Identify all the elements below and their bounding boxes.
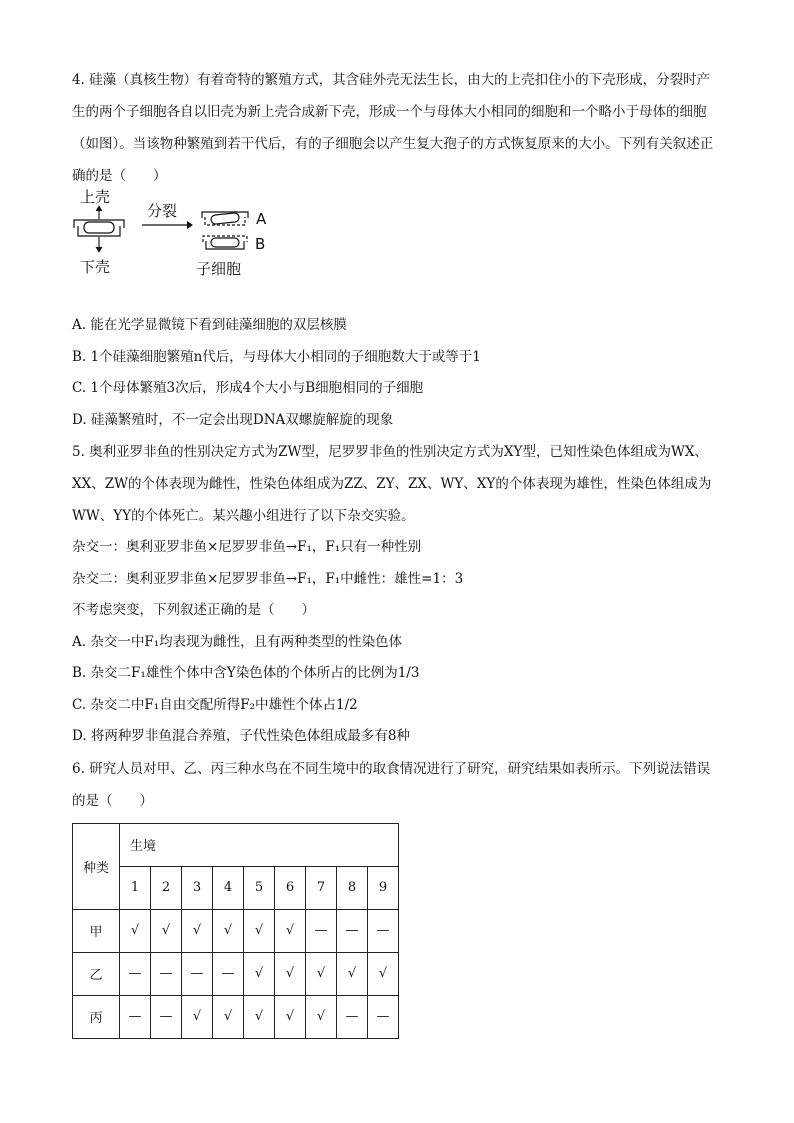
table-cell: √ [306,995,337,1038]
table-cell: — [120,952,151,995]
divide-label: 分裂 [147,202,178,220]
table-cell: √ [368,952,399,995]
table-header-row [73,823,399,866]
species-header: 种类 [73,823,120,909]
q4-option-a: A. 能在光学显微镜下看到硅藻细胞的双层核膜 [72,317,347,333]
daughter-a-label: A [256,210,267,228]
exam-page [72,64,722,1039]
species-name: 乙 [73,952,120,995]
diatom-division-diagram [72,188,292,310]
species-name: 甲 [73,909,120,952]
habitat-number: 6 [275,866,306,909]
habitat-number-row [73,866,399,909]
q5-option-d: D. 将两种罗非鱼混合养殖，子代性染色体组成最多有8种 [72,728,411,744]
table-row [73,952,399,995]
habitat-number: 5 [244,866,275,909]
table-cell: — [213,952,244,995]
table-cell: — [120,995,151,1038]
table-cell: √ [306,952,337,995]
lower-shell-label: 下壳 [80,258,111,276]
q6-stem: 6. 研究人员对甲、乙、丙三种水鸟在不同生境中的取食情况进行了研究，研究结果如表所示。下列说法错误的是（ ） [72,760,711,809]
table-cell: √ [213,909,244,952]
habitat-number: 3 [182,866,213,909]
table-cell: — [368,909,399,952]
table-cell: √ [244,952,275,995]
table-cell: √ [182,995,213,1038]
table-cell: √ [213,995,244,1038]
table-cell: — [182,952,213,995]
table-cell: √ [244,995,275,1038]
habitat-header: 生境 [120,823,399,866]
species-name: 丙 [73,995,120,1038]
habitat-number: 1 [120,866,151,909]
table-cell: — [306,909,337,952]
habitat-number: 7 [306,866,337,909]
habitat-number: 8 [337,866,368,909]
q5-option-b: B. 杂交二F₁雄性个体中含Y染色体的个体所占的比例为1/3 [72,665,420,681]
q4-stem: 4. 硅藻（真核生物）有着奇特的繁殖方式，其含硅外壳无法生长，由大的上壳扣住小的下壳形成，分裂时产生的两个子细胞各自以旧壳为新上壳合成新下壳，形成一个与母体大小相同的细胞和一个略小于母体的细胞（如图）。当该物种繁殖到若干代后，有的子细胞会以产生复大孢子的方式恢复原来的大小。下列有关叙述正确的是（ ） [72,72,714,184]
table-cell: √ [275,909,306,952]
habitat-number: 2 [151,866,182,909]
table-cell: √ [275,952,306,995]
habitat-table [72,823,399,1039]
table-cell: √ [275,995,306,1038]
table-cell: √ [151,909,182,952]
table-cell: — [337,995,368,1038]
habitat-number: 4 [213,866,244,909]
q5-cross-two: 杂交二：奥利亚罗非鱼×尼罗罗非鱼→F₁，F₁中雌性：雄性=1：3 [72,570,464,587]
table-cell: — [337,909,368,952]
daughter-b-label: B [255,235,266,253]
table-cell: — [151,952,182,995]
habitat-number: 9 [368,866,399,909]
q5-option-c: C. 杂交二中F₁自由交配所得F₂中雄性个体占1/2 [72,696,358,713]
q5-stem: 5. 奥利亚罗非鱼的性别决定方式为ZW型，尼罗罗非鱼的性别决定方式为XY型，已知性染色体组成为WX、XX、ZW的个体表现为雌性，性染色体组成为ZZ、ZY、ZX、WY、XY的个体表现为雄性，性染色体组成为WW、YY的个体死亡。某兴趣小组进行了以下杂交实验。 [72,444,712,524]
table-cell: √ [244,909,275,952]
table-cell: — [368,995,399,1038]
q4-option-b: B. 1个硅藻细胞繁殖n代后，与母体大小相同的子细胞数大于或等于1 [72,348,481,365]
upper-shell-label: 上壳 [80,188,111,206]
q4-option-d: D. 硅藻繁殖时，不一定会出现DNA双螺旋解旋的现象 [72,411,394,428]
table-cell: √ [337,952,368,995]
q5-question: 不考虑突变，下列叙述正确的是（ ） [72,602,315,618]
q4-option-c: C. 1个母体繁殖3次后，形成4个大小与B细胞相同的子细胞 [72,380,424,396]
q5-cross-one: 杂交一：奥利亚罗非鱼×尼罗罗非鱼→F₁，F₁只有一种性别 [72,539,422,555]
daughter-cell-label: 子细胞 [196,260,242,278]
q5-option-a: A. 杂交一中F₁均表现为雌性，且有两种类型的性染色体 [72,633,403,650]
table-cell: — [151,995,182,1038]
table-cell: √ [182,909,213,952]
table-cell: √ [120,909,151,952]
table-row [73,909,399,952]
table-row [73,995,399,1038]
